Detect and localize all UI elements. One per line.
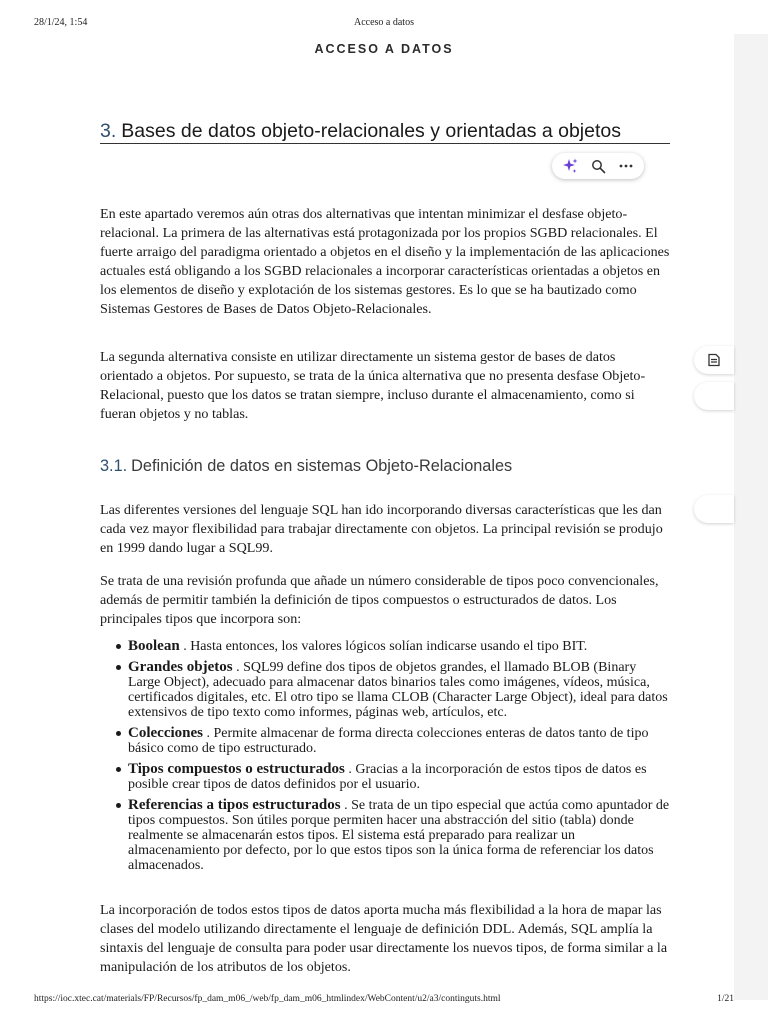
type-description: . Hasta entonces, los valores lógicos solían indicarse usando el tipo BIT.	[179, 639, 588, 654]
intro-paragraph-2: La segunda alternativa consiste en utilizar directamente un sistema gestor de bases de datos orientado a objetos. Por supuesto, se trata de la única alternativa que no presenta desfase Objeto-Relacional, puesto que los datos se tratan siempre, incluso durante el almacenamiento, como si fueran objetos y no tablas.	[100, 349, 646, 422]
type-description: . SQL99 define dos tipos de objetos grandes, el llamado BLOB (Binary Large Object), adecuado para almacenar datos binarios tales como imágenes, vídeos, música, certificados digitales, etc. El otro tipo se llama CLOB (Character Large Object), ideal para datos extensivos de tipo texto como informes, páginas web, artículos, etc.	[128, 660, 668, 720]
type-term: Grandes objetos	[128, 659, 233, 675]
print-header	[0, 17, 768, 31]
intro-paragraph-1: En este apartado veremos aún otras dos alternativas que intentan minimizar el desfase objeto-relacional. La primera de las alternativas está protagonizada por los propios SGBD relacionales. El fuerte arraigo del paradigma orientado a objetos en el diseño y la implementación de las aplicaciones actuales está obligando a los SGBD relacionales a incorporar características orientadas a objetos en los elementos de diseño y explotación de los sistemas gestores. Es lo que se ha bautizado como Sistemas Gestores de Bases de Datos Objeto-Relacionales.	[100, 206, 670, 317]
more-button[interactable]	[615, 155, 637, 177]
page-url: https://ioc.xtec.cat/materials/FP/Recursos/fp_dam_m06_/web/fp_dam_m06_htmlindex/WebContent/u2/a3/continguts.html	[34, 994, 501, 1004]
ai-assist-button[interactable]	[559, 155, 581, 177]
type-term: Colecciones	[128, 725, 203, 741]
print-title: Acceso a datos	[354, 17, 414, 28]
subsection-title	[100, 456, 670, 476]
type-description: . Gracias a la incorporación de estos tipos de datos es posible crear tipos de datos definidos por el usuario.	[128, 762, 647, 792]
section-title-text: Bases de datos objeto-relacionales y orientadas a objetos	[121, 120, 622, 142]
page-number: 1/21	[717, 994, 734, 1004]
list-item	[100, 762, 670, 792]
list-item	[100, 726, 670, 756]
notes-button[interactable]	[694, 346, 734, 374]
list-item	[100, 798, 670, 873]
section-title	[100, 121, 670, 144]
type-description: . Permite almacenar de forma directa colecciones enteras de datos tanto de tipo básico como de tipo estructurado.	[128, 726, 649, 756]
side-tab-button[interactable]	[694, 382, 734, 410]
subsection-number: 3.1.	[100, 457, 128, 475]
more-icon	[618, 163, 634, 169]
type-term: Referencias a tipos estructurados	[128, 797, 341, 813]
search-icon	[591, 159, 606, 174]
list-item	[100, 639, 670, 654]
type-description: . Se trata de un tipo especial que actúa como apuntador de tipos compuestos. Son útiles porque permiten hacer una abstracción del sitio (tabla) donde realmente se almacenarán estos tipos. El sistema está preparado para realizar un almacenamiento por defecto, por lo que estos tipos son la única forma de referenciar los datos almacenados.	[128, 798, 670, 873]
side-tab-button-2[interactable]	[694, 495, 734, 523]
brand-title: ACCESO A DATOS	[314, 42, 454, 56]
types-list	[100, 639, 670, 879]
sql-paragraph-1: Las diferentes versiones del lenguaje SQL han ido incorporando diversas características que les dan cada vez mayor flexibilidad para trabajar directamente con objetos. La principal revisión se produjo en 1999 dando lugar a SQL99.	[100, 502, 663, 556]
sql-paragraph-2: Se trata de una revisión profunda que añade un número considerable de tipos poco convencionales, además de permitir también la definición de tipos compuestos o estructurados de datos. Los principales tipos que incorpora son:	[100, 573, 659, 627]
print-date: 28/1/24, 1:54	[34, 17, 88, 28]
type-term: Tipos compuestos o estructurados	[128, 761, 345, 777]
floating-toolbar	[552, 153, 644, 179]
closing-paragraph: La incorporación de todos estos tipos de datos aporta mucha más flexibilidad a la hora de mapar las clases del modelo utilizando directamente el lenguaje de definición DDL. Además, SQL amplía la sintaxis del lenguaje de consulta para poder usar directamente los nuevos tipos, de forma similar a la manipulación de los atributos de los objetos.	[100, 902, 668, 975]
sparkle-icon	[561, 157, 579, 175]
section-number: 3.	[100, 120, 117, 142]
type-term: Boolean	[128, 638, 180, 654]
subsection-title-text: Definición de datos en sistemas Objeto-Relacionales	[131, 457, 513, 475]
search-button[interactable]	[587, 155, 609, 177]
list-item	[100, 660, 670, 720]
notes-icon	[707, 353, 721, 367]
print-footer	[0, 994, 768, 1008]
right-rail	[734, 34, 768, 1000]
